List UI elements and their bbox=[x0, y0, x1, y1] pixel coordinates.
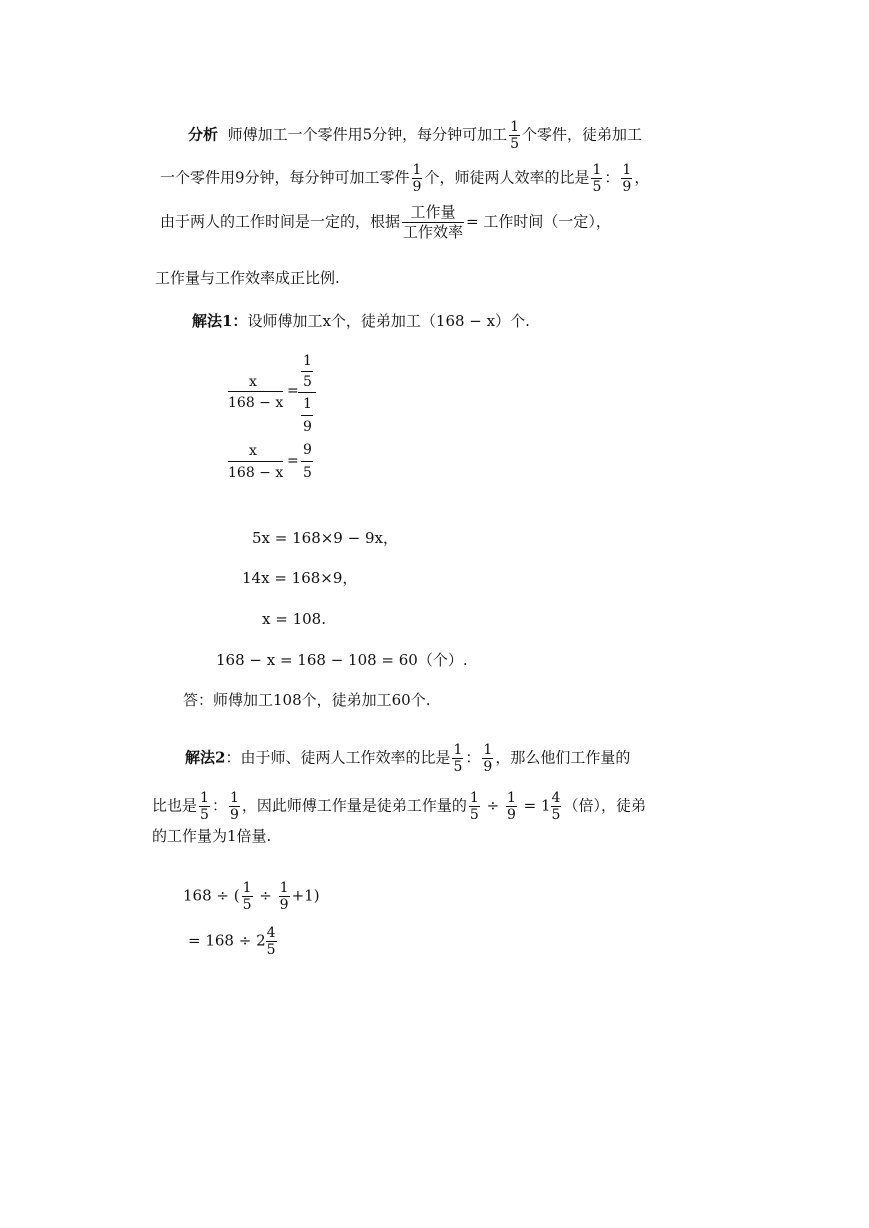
fraction-one-fifth: $\frac{1}{5}$ bbox=[453, 742, 463, 775]
eq1-top-den: 5 bbox=[303, 374, 312, 390]
eq1-bottom-num: 1 bbox=[303, 396, 312, 412]
method1-step-3: x = 108. bbox=[262, 610, 326, 628]
method2-text: ，因此师傅工作量是徒弟工作量的 bbox=[241, 796, 467, 815]
ratio-colon: ： bbox=[211, 796, 227, 815]
analysis-line-2 bbox=[160, 162, 649, 195]
method1-step-2: 14x = 168×9， bbox=[242, 569, 358, 587]
eq1-equals: = bbox=[287, 383, 299, 399]
analysis-text: 由于两人的工作时间是一定的，根据 bbox=[160, 212, 401, 231]
eq2-numerator-x: x bbox=[249, 443, 257, 459]
analysis-text: 个，师徒两人效率的比是 bbox=[424, 168, 590, 187]
method1-step-1: 5x = 168×9 − 9x， bbox=[252, 529, 398, 547]
method2-line-3: 的工作量为1倍量. bbox=[152, 827, 272, 845]
eq1-bottom-den: 9 bbox=[303, 419, 312, 435]
fraction-work-over-efficiency: $\frac{\text{工作量}}{\text{工作效率}}$ bbox=[403, 203, 464, 241]
ratio-colon: ： bbox=[604, 168, 620, 187]
fraction-four-fifths: $\frac{4}{5}$ bbox=[551, 790, 561, 823]
eq1-numerator-x: x bbox=[249, 374, 257, 390]
method2-label: 解法2 bbox=[185, 748, 226, 767]
fraction-one-ninth: $\frac{1}{9}$ bbox=[506, 790, 516, 823]
method2-expression-1 bbox=[183, 880, 320, 913]
eq1-main-bar bbox=[298, 392, 316, 393]
method2-text: （倍），徒弟 bbox=[563, 796, 646, 815]
method1-setup bbox=[192, 311, 530, 331]
eq2-denominator: 168 − x bbox=[228, 465, 284, 481]
analysis-line-1 bbox=[188, 119, 642, 152]
analysis-text: 一个零件用9分钟，每分钟可加工零件 bbox=[160, 168, 410, 187]
expr-text: = 168 ÷ 2 bbox=[188, 931, 266, 950]
eq1-fraction-bar bbox=[228, 391, 283, 392]
method2-text: 比也是 bbox=[152, 796, 198, 815]
fraction-one-ninth: $\frac{1}{9}$ bbox=[622, 162, 632, 195]
ratio-colon: ： bbox=[465, 748, 481, 767]
fraction-one-fifth: $\frac{1}{5}$ bbox=[510, 119, 520, 152]
method1-label: 解法1： bbox=[192, 312, 248, 330]
fraction-one-ninth: $\frac{1}{9}$ bbox=[483, 742, 493, 775]
fraction-one-ninth: $\frac{1}{9}$ bbox=[279, 880, 289, 913]
method2-expression-2 bbox=[188, 925, 279, 958]
eq2-fraction-bar bbox=[228, 461, 283, 462]
method2-text: ：由于师、徒两人工作效率的比是 bbox=[225, 748, 451, 767]
eq1-bottom-bar bbox=[301, 415, 313, 416]
analysis-label: 分析 bbox=[188, 125, 219, 144]
fraction-one-ninth: $\frac{1}{9}$ bbox=[229, 790, 239, 823]
eq1-denominator: 168 − x bbox=[228, 395, 284, 411]
fraction-one-fifth: $\frac{1}{5}$ bbox=[592, 162, 602, 195]
expr-text: +1) bbox=[291, 886, 320, 905]
divide-sign: ÷ bbox=[486, 796, 500, 815]
result-whole: = 1 bbox=[523, 796, 551, 815]
fraction-one-ninth: $\frac{1}{9}$ bbox=[412, 162, 422, 195]
method2-line-2 bbox=[152, 790, 646, 823]
analysis-line-3 bbox=[160, 203, 611, 242]
eq1-top-bar bbox=[301, 371, 313, 372]
fraction-one-fifth: $\frac{1}{5}$ bbox=[469, 790, 479, 823]
analysis-text: 师傅加工一个零件用5分钟，每分钟可加工 bbox=[227, 125, 508, 144]
eq2-equals: = bbox=[287, 453, 299, 469]
eq2-num: 9 bbox=[303, 442, 312, 458]
method1-step-4: 168 − x = 168 − 108 = 60（个）. bbox=[216, 651, 468, 669]
method1-answer: 答：师傅加工108个，徒弟加工60个. bbox=[183, 691, 431, 709]
eq2-den: 5 bbox=[303, 465, 312, 481]
eq1-top-num: 1 bbox=[303, 353, 312, 369]
analysis-text: 工作量与工作效率成正比例. bbox=[155, 269, 340, 287]
eq2-bar bbox=[301, 461, 313, 462]
method2-text: ，那么他们工作量的 bbox=[495, 748, 631, 767]
method2-line-1 bbox=[185, 742, 630, 775]
comma: ， bbox=[634, 168, 650, 187]
analysis-line-4 bbox=[155, 268, 340, 288]
fraction-four-fifths: $\frac{4}{5}$ bbox=[266, 925, 276, 958]
fraction-one-fifth: $\frac{1}{5}$ bbox=[242, 880, 252, 913]
analysis-text: = 工作时间（一定）， bbox=[466, 212, 611, 231]
fraction-one-fifth: $\frac{1}{5}$ bbox=[200, 790, 209, 823]
analysis-text: 个零件，徒弟加工 bbox=[522, 125, 643, 144]
expr-text: 168 ÷ ( bbox=[183, 886, 240, 905]
method1-setup-text: 设师傅加工x个，徒弟加工（168 − x）个. bbox=[247, 312, 530, 330]
divide-sign: ÷ bbox=[259, 886, 272, 905]
